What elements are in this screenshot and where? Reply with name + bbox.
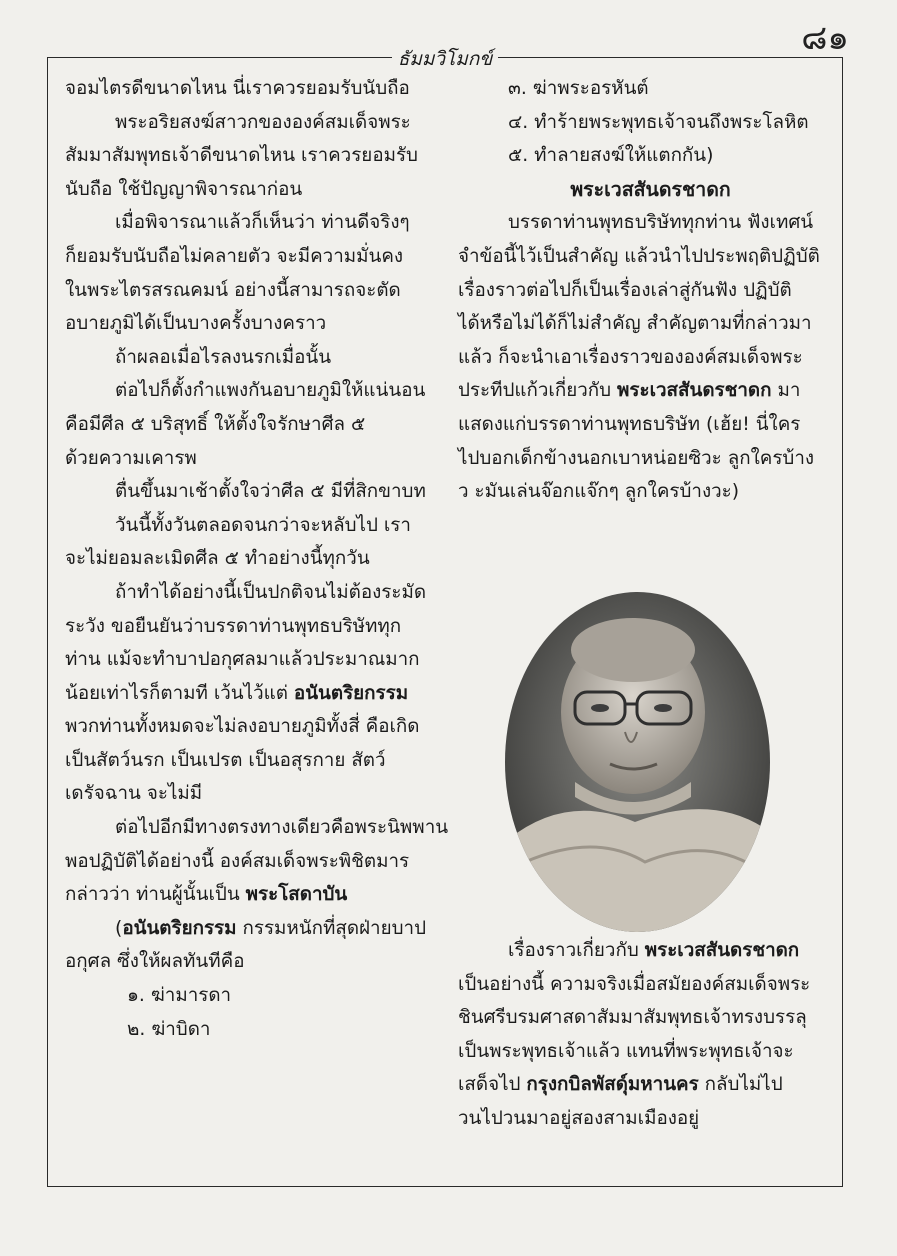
text-run: พอปฏิบัติได้อย่างนี้ องค์สมเด็จพระพิชิตมาร — [65, 850, 410, 872]
text-run: ( — [115, 917, 123, 939]
left-column — [65, 72, 449, 1046]
section-heading: พระเวสสันดรชาดก — [570, 177, 731, 201]
text-line — [65, 811, 449, 845]
text-run: กล่าวว่า ท่านผู้นั้นเป็น — [65, 884, 246, 906]
text-run: อกุศล ซึ่งให้ผลทันทีคือ — [65, 951, 245, 973]
text-line — [65, 173, 435, 207]
text-run: ประทีปแก้วเกี่ยวกับ — [458, 380, 618, 402]
text-run: เมื่อพิจารณาแล้วก็เห็นว่า ท่านดีจริงๆ — [115, 212, 410, 234]
text-run: น้อยเท่าไรก็ตามที เว้นไว้แต่ — [65, 682, 294, 704]
text-run: วันนี้ทั้งวันตลอดจนกว่าจะหลับไป เรา — [115, 514, 411, 536]
text-run: ก็ยอมรับนับถือไม่คลายตัว จะมีความมั่นคง — [65, 245, 404, 267]
text-line — [65, 912, 435, 946]
text-line — [65, 408, 435, 442]
text-line — [65, 1013, 435, 1047]
text-line — [65, 72, 435, 106]
text-line — [65, 542, 435, 576]
text-line — [65, 206, 435, 240]
right-column — [458, 72, 843, 509]
text-run: จำข้อนี้ไว้เป็นสำคัญ แล้วนำไปประพฤติปฏิบัติ — [458, 245, 820, 267]
text-line — [65, 341, 435, 375]
text-run: ไปบอกเด็กข้างนอกเบาหน่อยซิวะ ลูกใครบ้าง — [458, 447, 815, 469]
text-line — [458, 968, 843, 1002]
bold-term: พระเวสสันดรชาดก — [644, 940, 800, 961]
bold-term: อนันตริยกรรม — [293, 682, 409, 704]
text-run: แสดงแก่บรรดาท่านพุทธบริษัท (เฮ้ย! นี่ใคร — [458, 413, 801, 435]
monk-portrait-photo — [505, 592, 770, 932]
text-line — [458, 307, 843, 341]
text-line — [458, 1001, 843, 1035]
text-line — [458, 475, 843, 509]
text-line — [65, 307, 435, 341]
text-line — [458, 1068, 843, 1102]
text-line — [65, 274, 435, 308]
text-run: ตื่นขึ้นมาเช้าตั้งใจว่าศีล ๕ มีที่สิกขาบท — [115, 481, 426, 503]
text-run: ต่อไปก็ตั้งกำแพงกันอบายภูมิให้แน่นอน — [115, 380, 426, 402]
text-line — [458, 139, 843, 173]
text-line — [65, 945, 435, 979]
text-line — [65, 576, 435, 610]
text-run: ๕. ทำลายสงฆ์ให้แตกกัน) — [508, 145, 714, 167]
text-run: ได้หรือไม่ได้ก็ไม่สำคัญ สำคัญตามที่กล่าวมา — [458, 313, 812, 335]
bold-term: อนันตริยกรรม — [122, 917, 237, 939]
text-run: วนไปวนมาอยู่สองสามเมืองอยู่ — [458, 1107, 700, 1129]
text-line — [458, 341, 843, 375]
text-run: อบายภูมิได้เป็นบางครั้งบางคราว — [65, 313, 327, 335]
text-run: พระอริยสงฆ์สาวกขององค์สมเด็จพระ — [115, 111, 411, 133]
bold-term: พระโสดาบัน — [245, 884, 348, 906]
text-run: จะไม่ยอมละเมิดศีล ๕ ทำอย่างนี้ทุกวัน — [65, 548, 370, 570]
text-run: ๒. ฆ่าบิดา — [127, 1018, 211, 1040]
text-run: ๔. ทำร้ายพระพุทธเจ้าจนถึงพระโลหิต — [508, 111, 809, 133]
running-title: ธัมมวิโมกข์ — [48, 44, 842, 74]
text-run: กรรมหนักที่สุดฝ่ายบาป — [236, 917, 426, 939]
text-run: คือมีศีล ๕ บริสุทธิ์ ให้ตั้งใจรักษาศีล ๕ — [65, 413, 366, 435]
text-line — [458, 442, 843, 476]
text-run: ระวัง ขอยืนยันว่าบรรดาท่านพุทธบริษัททุก — [65, 615, 402, 637]
text-line — [65, 240, 435, 274]
text-line — [458, 408, 843, 442]
page-number: ๘๑ — [801, 18, 849, 58]
text-line — [458, 374, 843, 408]
text-run: ชินศรีบรมศาสดาสัมมาสัมพุทธเจ้าทรงบรรลุ — [458, 1007, 807, 1029]
text-run: ด้วยความเคารพ — [65, 447, 197, 469]
text-line — [458, 106, 843, 140]
text-line — [65, 643, 435, 677]
text-run: จอมไตรดีขนาดไหน นี่เราควรยอมรับนับถือ — [65, 78, 410, 99]
text-line — [458, 274, 843, 308]
text-run: เสด็จไป — [458, 1074, 527, 1096]
text-line — [65, 374, 435, 408]
text-run: ๓. ฆ่าพระอรหันต์ — [508, 78, 649, 99]
text-run: สัมมาสัมพุทธเจ้าดีขนาดไหน เราควรยอมรับ — [65, 145, 418, 167]
text-line — [65, 878, 435, 912]
text-run: เรื่องราวต่อไปก็เป็นเรื่องเล่าสู่กันฟัง ปฏิบัติ — [458, 279, 792, 301]
text-run: เรื่องราวเกี่ยวกับ — [508, 940, 645, 961]
text-line — [65, 677, 435, 711]
text-line — [65, 744, 435, 778]
right-column-lower — [458, 934, 843, 1136]
text-line — [65, 106, 435, 140]
bold-term: พระเวสสันดรชาดก — [617, 380, 772, 402]
text-run: มา — [771, 380, 801, 402]
text-run: กลับไม่ไป — [698, 1074, 783, 1096]
text-run: แล้ว ก็จะนำเอาเรื่องราวขององค์สมเด็จพระ — [458, 346, 803, 368]
text-line — [65, 475, 435, 509]
text-run: พวกท่านทั้งหมดจะไม่ลงอบายภูมิทั้งสี่ คือเกิด — [65, 716, 420, 738]
text-line — [65, 610, 435, 644]
text-run: เดรัจฉาน จะไม่มี — [65, 783, 203, 805]
text-run: เป็นสัตว์นรก เป็นเปรต เป็นอสุรกาย สัตว์ — [65, 749, 386, 771]
text-line — [65, 777, 435, 811]
text-run: ถ้าทำได้อย่างนี้เป็นปกติจนไม่ต้องระมัด — [115, 581, 427, 603]
text-line — [458, 934, 843, 968]
text-line — [65, 845, 435, 879]
text-line — [65, 442, 435, 476]
text-line — [65, 509, 435, 543]
text-run: ในพระไตรสรณคมน์ อย่างนี้สามารถจะตัด — [65, 279, 401, 301]
text-line — [65, 710, 435, 744]
text-line — [458, 1035, 843, 1069]
text-run: ต่อไปอีกมีทางตรงทางเดียวคือพระนิพพาน — [115, 817, 449, 839]
text-run: ว ะมันเล่นจ๊อกแจ๊กๆ ลูกใครบ้างวะ) — [458, 481, 740, 503]
text-run: ถ้าผลอเมื่อไรลงนรกเมื่อนั้น — [115, 346, 332, 368]
text-run: ท่าน แม้จะทำบาปอกุศลมาแล้วประมาณมาก — [65, 649, 420, 671]
text-line — [458, 206, 843, 240]
text-line — [458, 1102, 843, 1136]
text-line — [458, 240, 843, 274]
text-run: เป็นพระพุทธเจ้าแล้ว แทนที่พระพุทธเจ้าจะ — [458, 1040, 794, 1062]
text-run: นับถือ ใช้ปัญญาพิจารณาก่อน — [65, 178, 303, 200]
text-line — [458, 72, 843, 106]
text-run: ๑. ฆ่ามารดา — [127, 985, 232, 1007]
text-run: เป็นอย่างนี้ ความจริงเมื่อสมัยองค์สมเด็จพระ — [458, 973, 811, 995]
text-line — [65, 139, 435, 173]
text-line — [65, 979, 435, 1013]
bold-term: กรุงกบิลพัสดุ์มหานคร — [526, 1074, 699, 1096]
text-run: บรรดาท่านพุทธบริษัททุกท่าน ฟังเทศน์ — [508, 212, 814, 234]
